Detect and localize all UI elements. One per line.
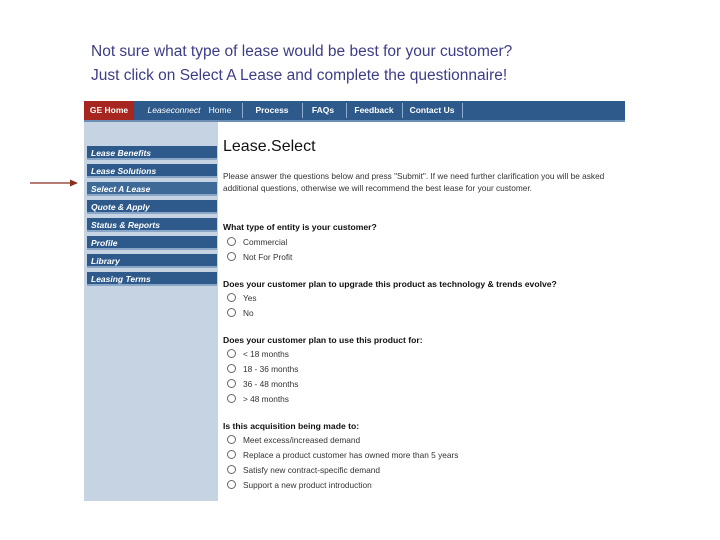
intro-text: Please answer the questions below and press "Submit". If we need further clarification you will be asked additional questions, otherwise we will recommend the best lease for your customer.: [223, 171, 605, 193]
sidebar-item-select-a-lease[interactable]: Select A Lease: [87, 182, 217, 196]
option-label: Meet excess/increased demand: [243, 435, 361, 445]
nav-home[interactable]: Home: [208, 105, 232, 115]
option-label: Yes: [243, 293, 257, 303]
option-label: Support a new product introduction: [243, 480, 372, 490]
option-label: No: [243, 308, 254, 318]
nav-brand[interactable]: Leaseconnect: [147, 105, 201, 115]
caption-line-1: Not sure what type of lease would be best for your customer?: [91, 43, 513, 60]
sidebar-item-library[interactable]: Library: [87, 254, 217, 268]
nav-separator: [462, 103, 463, 118]
nav-process[interactable]: Process: [255, 105, 289, 115]
sidebar-item-quote-apply[interactable]: Quote & Apply: [87, 200, 217, 214]
option-label: 18 - 36 months: [243, 364, 299, 374]
nav-separator: [402, 103, 403, 118]
option-label: Not For Profit: [243, 252, 293, 262]
question-acquisition-reason: Is this acquisition being made to:: [223, 421, 360, 431]
radio-button[interactable]: [227, 364, 236, 373]
pointer-arrow-icon: [30, 177, 78, 189]
nav-separator: [242, 103, 243, 118]
radio-button[interactable]: [227, 394, 236, 403]
radio-option[interactable]: [227, 479, 372, 491]
radio-option[interactable]: [227, 307, 254, 319]
caption: [91, 40, 691, 88]
option-label: > 48 months: [243, 394, 289, 404]
radio-button[interactable]: [227, 435, 236, 444]
nav-contact-us[interactable]: Contact Us: [409, 105, 455, 115]
radio-option[interactable]: [227, 348, 289, 360]
nav-separator: [346, 103, 347, 118]
nav-ge-home[interactable]: GE Home: [84, 101, 134, 120]
question-usage-duration: Does your customer plan to use this product for:: [223, 335, 423, 345]
radio-button[interactable]: [227, 379, 236, 388]
radio-option[interactable]: [227, 464, 380, 476]
radio-button[interactable]: [227, 293, 236, 302]
radio-option[interactable]: [227, 378, 298, 390]
radio-button[interactable]: [227, 450, 236, 459]
radio-option[interactable]: [227, 363, 298, 375]
sidebar-item-leasing-terms[interactable]: Leasing Terms: [87, 272, 217, 286]
caption-line-2: Just click on Select A Lease and complete the questionnaire!: [91, 67, 508, 84]
radio-button[interactable]: [227, 349, 236, 358]
sidebar-item-lease-solutions[interactable]: Lease Solutions: [87, 164, 217, 178]
sidebar-item-status-reports[interactable]: Status & Reports: [87, 218, 217, 232]
option-label: Satisfy new contract-specific demand: [243, 465, 380, 475]
radio-option[interactable]: [227, 251, 292, 263]
radio-option[interactable]: [227, 449, 458, 461]
question-entity-type: What type of entity is your customer?: [223, 222, 377, 232]
option-label: Replace a product customer has owned more than 5 years: [243, 450, 459, 460]
option-label: Commercial: [243, 237, 288, 247]
radio-option[interactable]: [227, 393, 289, 405]
radio-option[interactable]: [227, 292, 257, 304]
sidebar: [84, 122, 218, 501]
page-title: Lease.Select: [223, 138, 316, 155]
website-frame: [84, 101, 625, 501]
radio-button[interactable]: [227, 480, 236, 489]
sidebar-item-lease-benefits[interactable]: Lease Benefits: [87, 146, 217, 160]
radio-button[interactable]: [227, 465, 236, 474]
radio-button[interactable]: [227, 252, 236, 261]
radio-option[interactable]: [227, 434, 360, 446]
top-nav: [84, 101, 625, 122]
option-label: 36 - 48 months: [243, 379, 299, 389]
radio-button[interactable]: [227, 237, 236, 246]
radio-button[interactable]: [227, 308, 236, 317]
sidebar-item-profile[interactable]: Profile: [87, 236, 217, 250]
nav-separator: [302, 103, 303, 118]
question-upgrade-plan: Does your customer plan to upgrade this product as technology & trends evolve?: [223, 279, 557, 289]
option-label: < 18 months: [243, 349, 289, 359]
nav-faqs[interactable]: FAQs: [311, 105, 335, 115]
nav-feedback[interactable]: Feedback: [354, 105, 394, 115]
radio-option[interactable]: [227, 236, 287, 248]
